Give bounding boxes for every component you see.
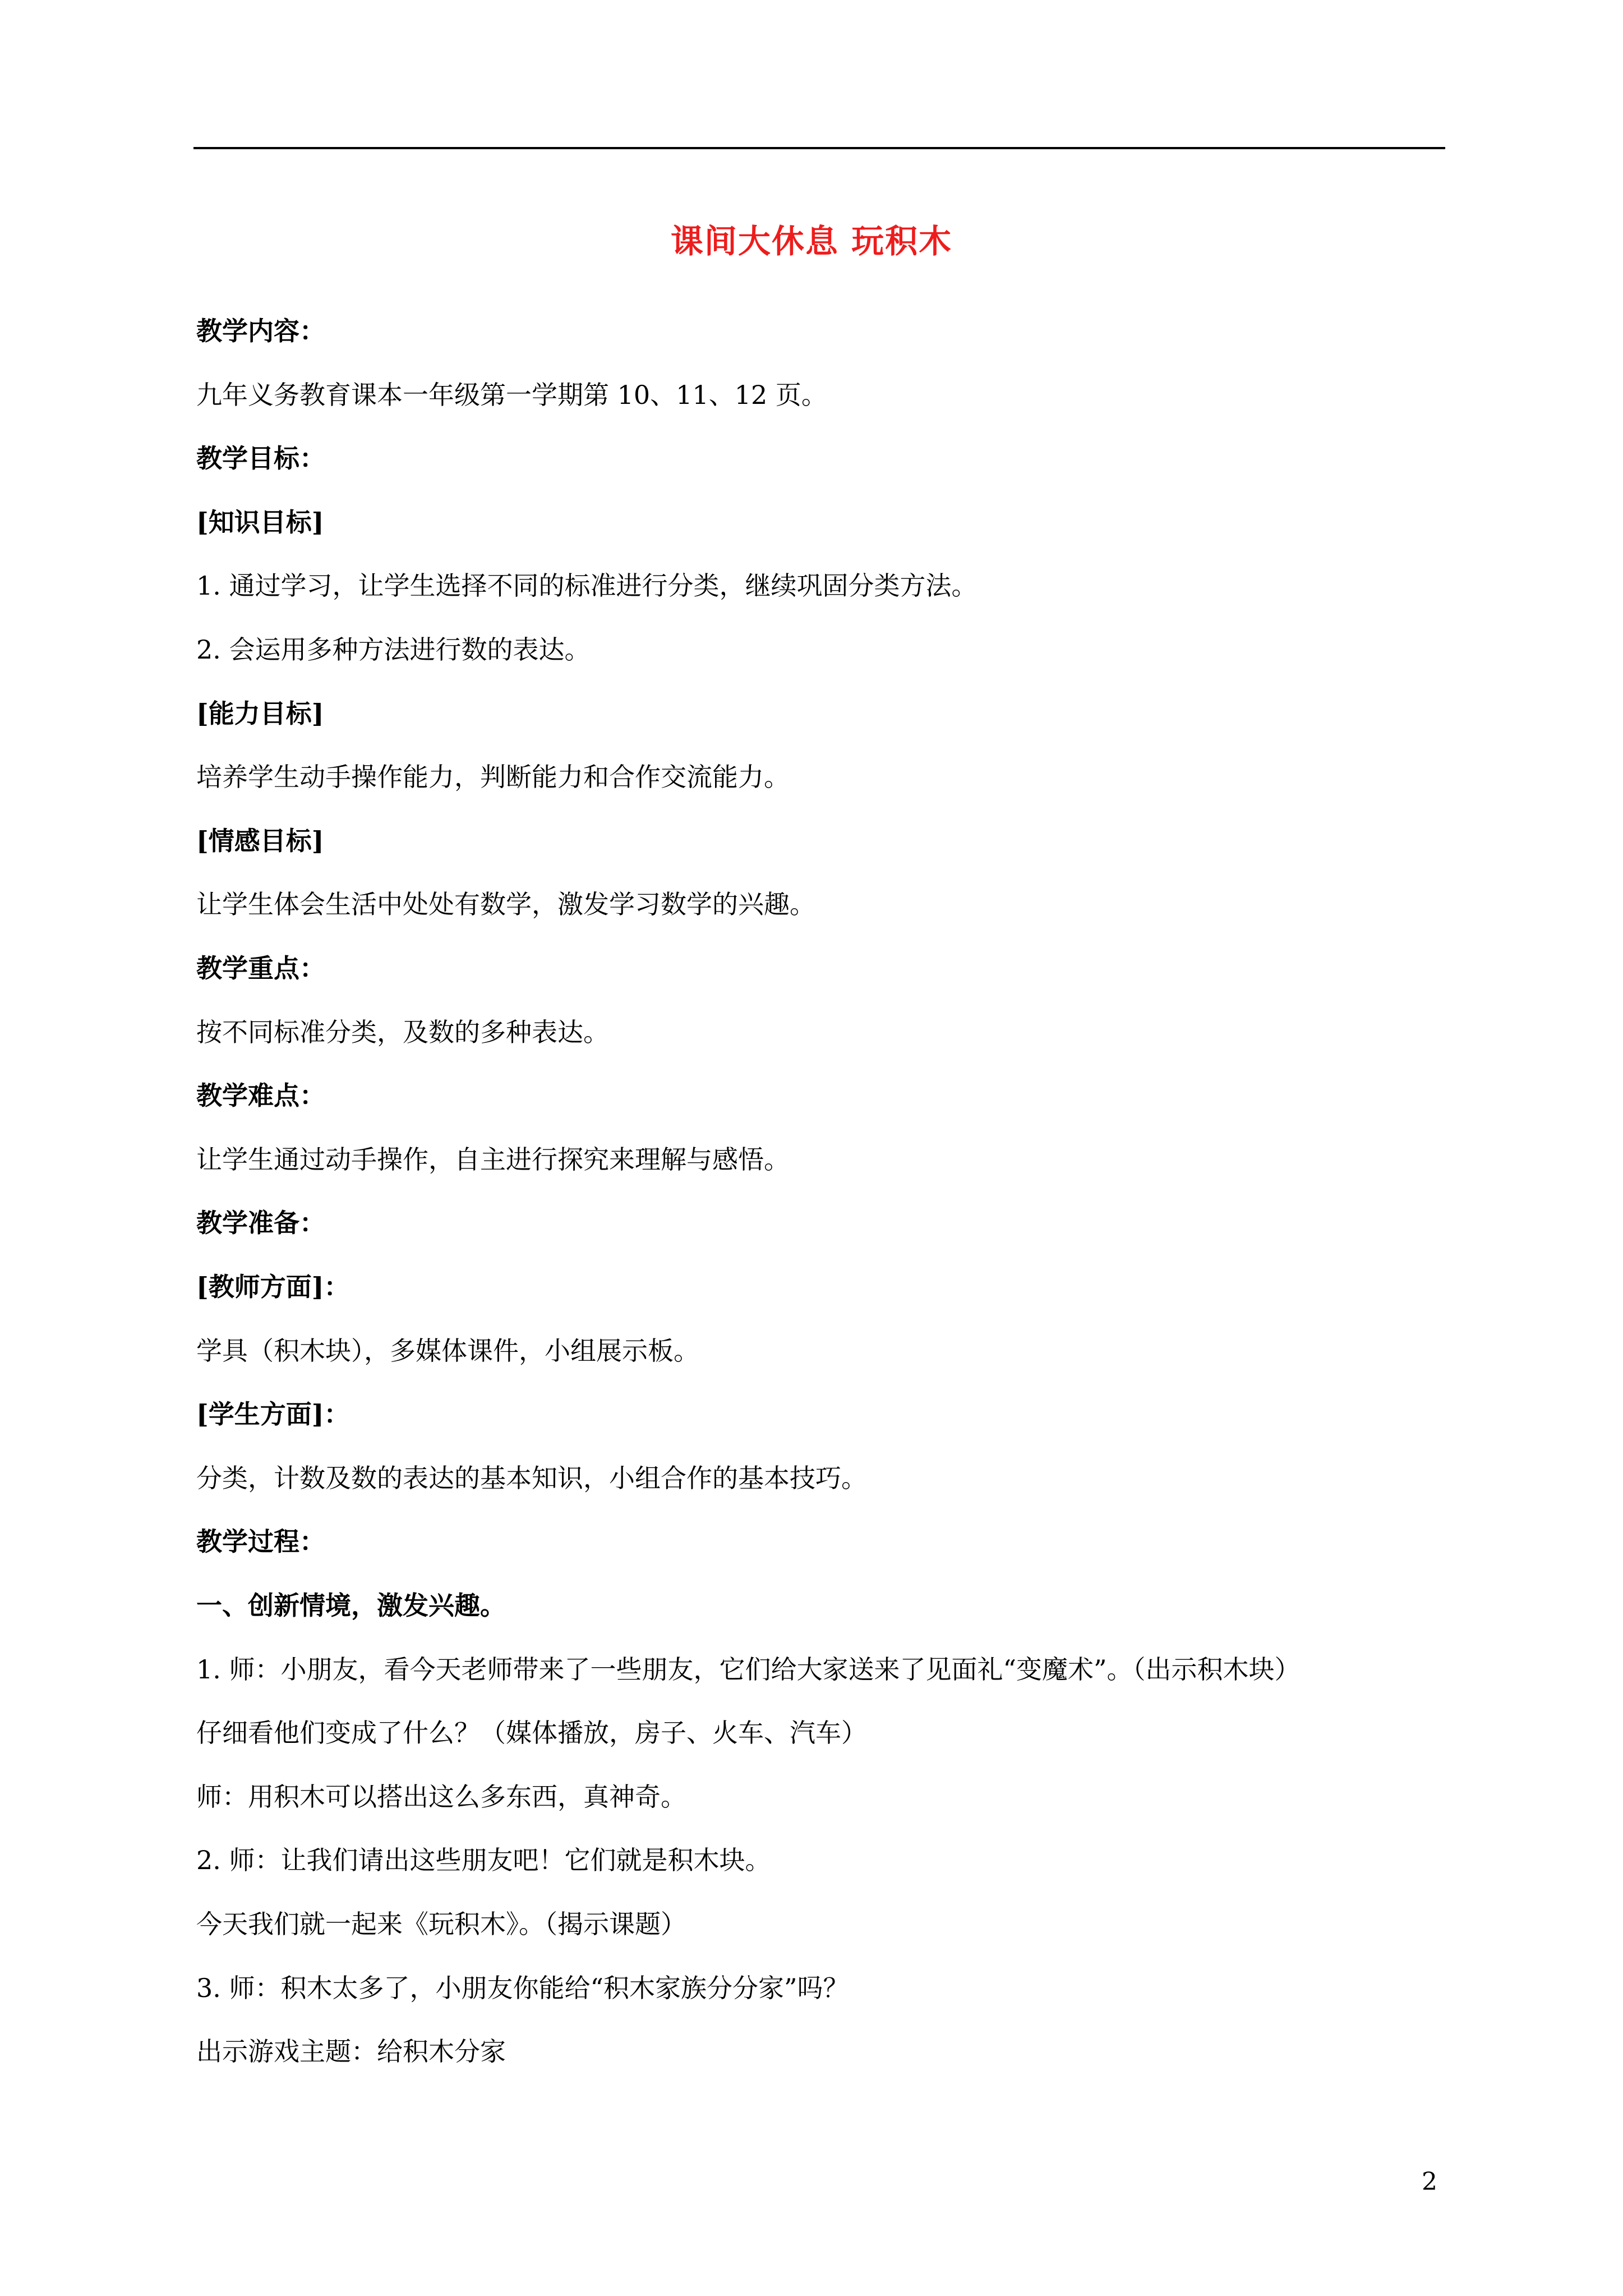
body-paragraph: 2. 师：让我们请出这些朋友吧！它们就是积木块。 (196, 1845, 771, 1875)
section-heading: [教师方面]： (196, 1272, 350, 1302)
body-paragraph: 2. 会运用多种方法进行数的表达。 (196, 634, 591, 665)
section-heading: 教学过程： (196, 1526, 325, 1557)
section-heading: 教学目标： (196, 443, 325, 473)
body-paragraph: 学具（积木块），多媒体课件，小组展示板。 (196, 1336, 699, 1366)
body-paragraph: 1. 师：小朋友，看今天老师带来了一些朋友，它们给大家送来了见面礼“变魔术”。（出示积木块） (196, 1654, 1301, 1685)
body-paragraph: 让学生通过动手操作，自主进行探究来理解与感悟。 (196, 1144, 790, 1175)
section-heading: [能力目标] (196, 698, 324, 729)
section-heading: 教学准备： (196, 1208, 325, 1238)
body-paragraph: 让学生体会生活中处处有数学，激发学习数学的兴趣。 (196, 889, 815, 919)
section-heading: [学生方面]： (196, 1399, 350, 1429)
body-paragraph: 仔细看他们变成了什么？（媒体播放，房子、火车、汽车） (196, 1718, 867, 1748)
body-paragraph: 今天我们就一起来《玩积木》。（揭示课题） (196, 1909, 686, 1939)
body-paragraph: 3. 师：积木太多了，小朋友你能给“积木家族分分家”吗？ (196, 1973, 849, 2003)
document-title: 课间大休息 玩积木 (670, 222, 953, 260)
body-paragraph: 九年义务教育课本一年级第一学期第 10、11、12 页。 (196, 380, 827, 410)
body-paragraph: 按不同标准分类，及数的多种表达。 (196, 1017, 609, 1047)
header-rule (193, 147, 1445, 149)
page-number: 2 (1422, 2168, 1437, 2196)
body-paragraph: 1. 通过学习，让学生选择不同的标准进行分类，继续巩固分类方法。 (196, 570, 978, 601)
body-paragraph: 师：用积木可以搭出这么多东西，真神奇。 (196, 1782, 686, 1812)
section-heading: [情感目标] (196, 826, 324, 856)
section-heading: 教学难点： (196, 1080, 325, 1111)
section-heading: 教学重点： (196, 953, 325, 983)
section-heading: 教学内容： (196, 316, 325, 346)
body-paragraph: 培养学生动手操作能力，判断能力和合作交流能力。 (196, 762, 790, 792)
body-paragraph: 出示游戏主题：给积木分家 (196, 2036, 506, 2067)
section-heading: [知识目标] (196, 507, 324, 537)
section-heading: 一、创新情境，激发兴趣。 (196, 1590, 506, 1621)
body-paragraph: 分类，计数及数的表达的基本知识，小组合作的基本技巧。 (196, 1463, 867, 1493)
